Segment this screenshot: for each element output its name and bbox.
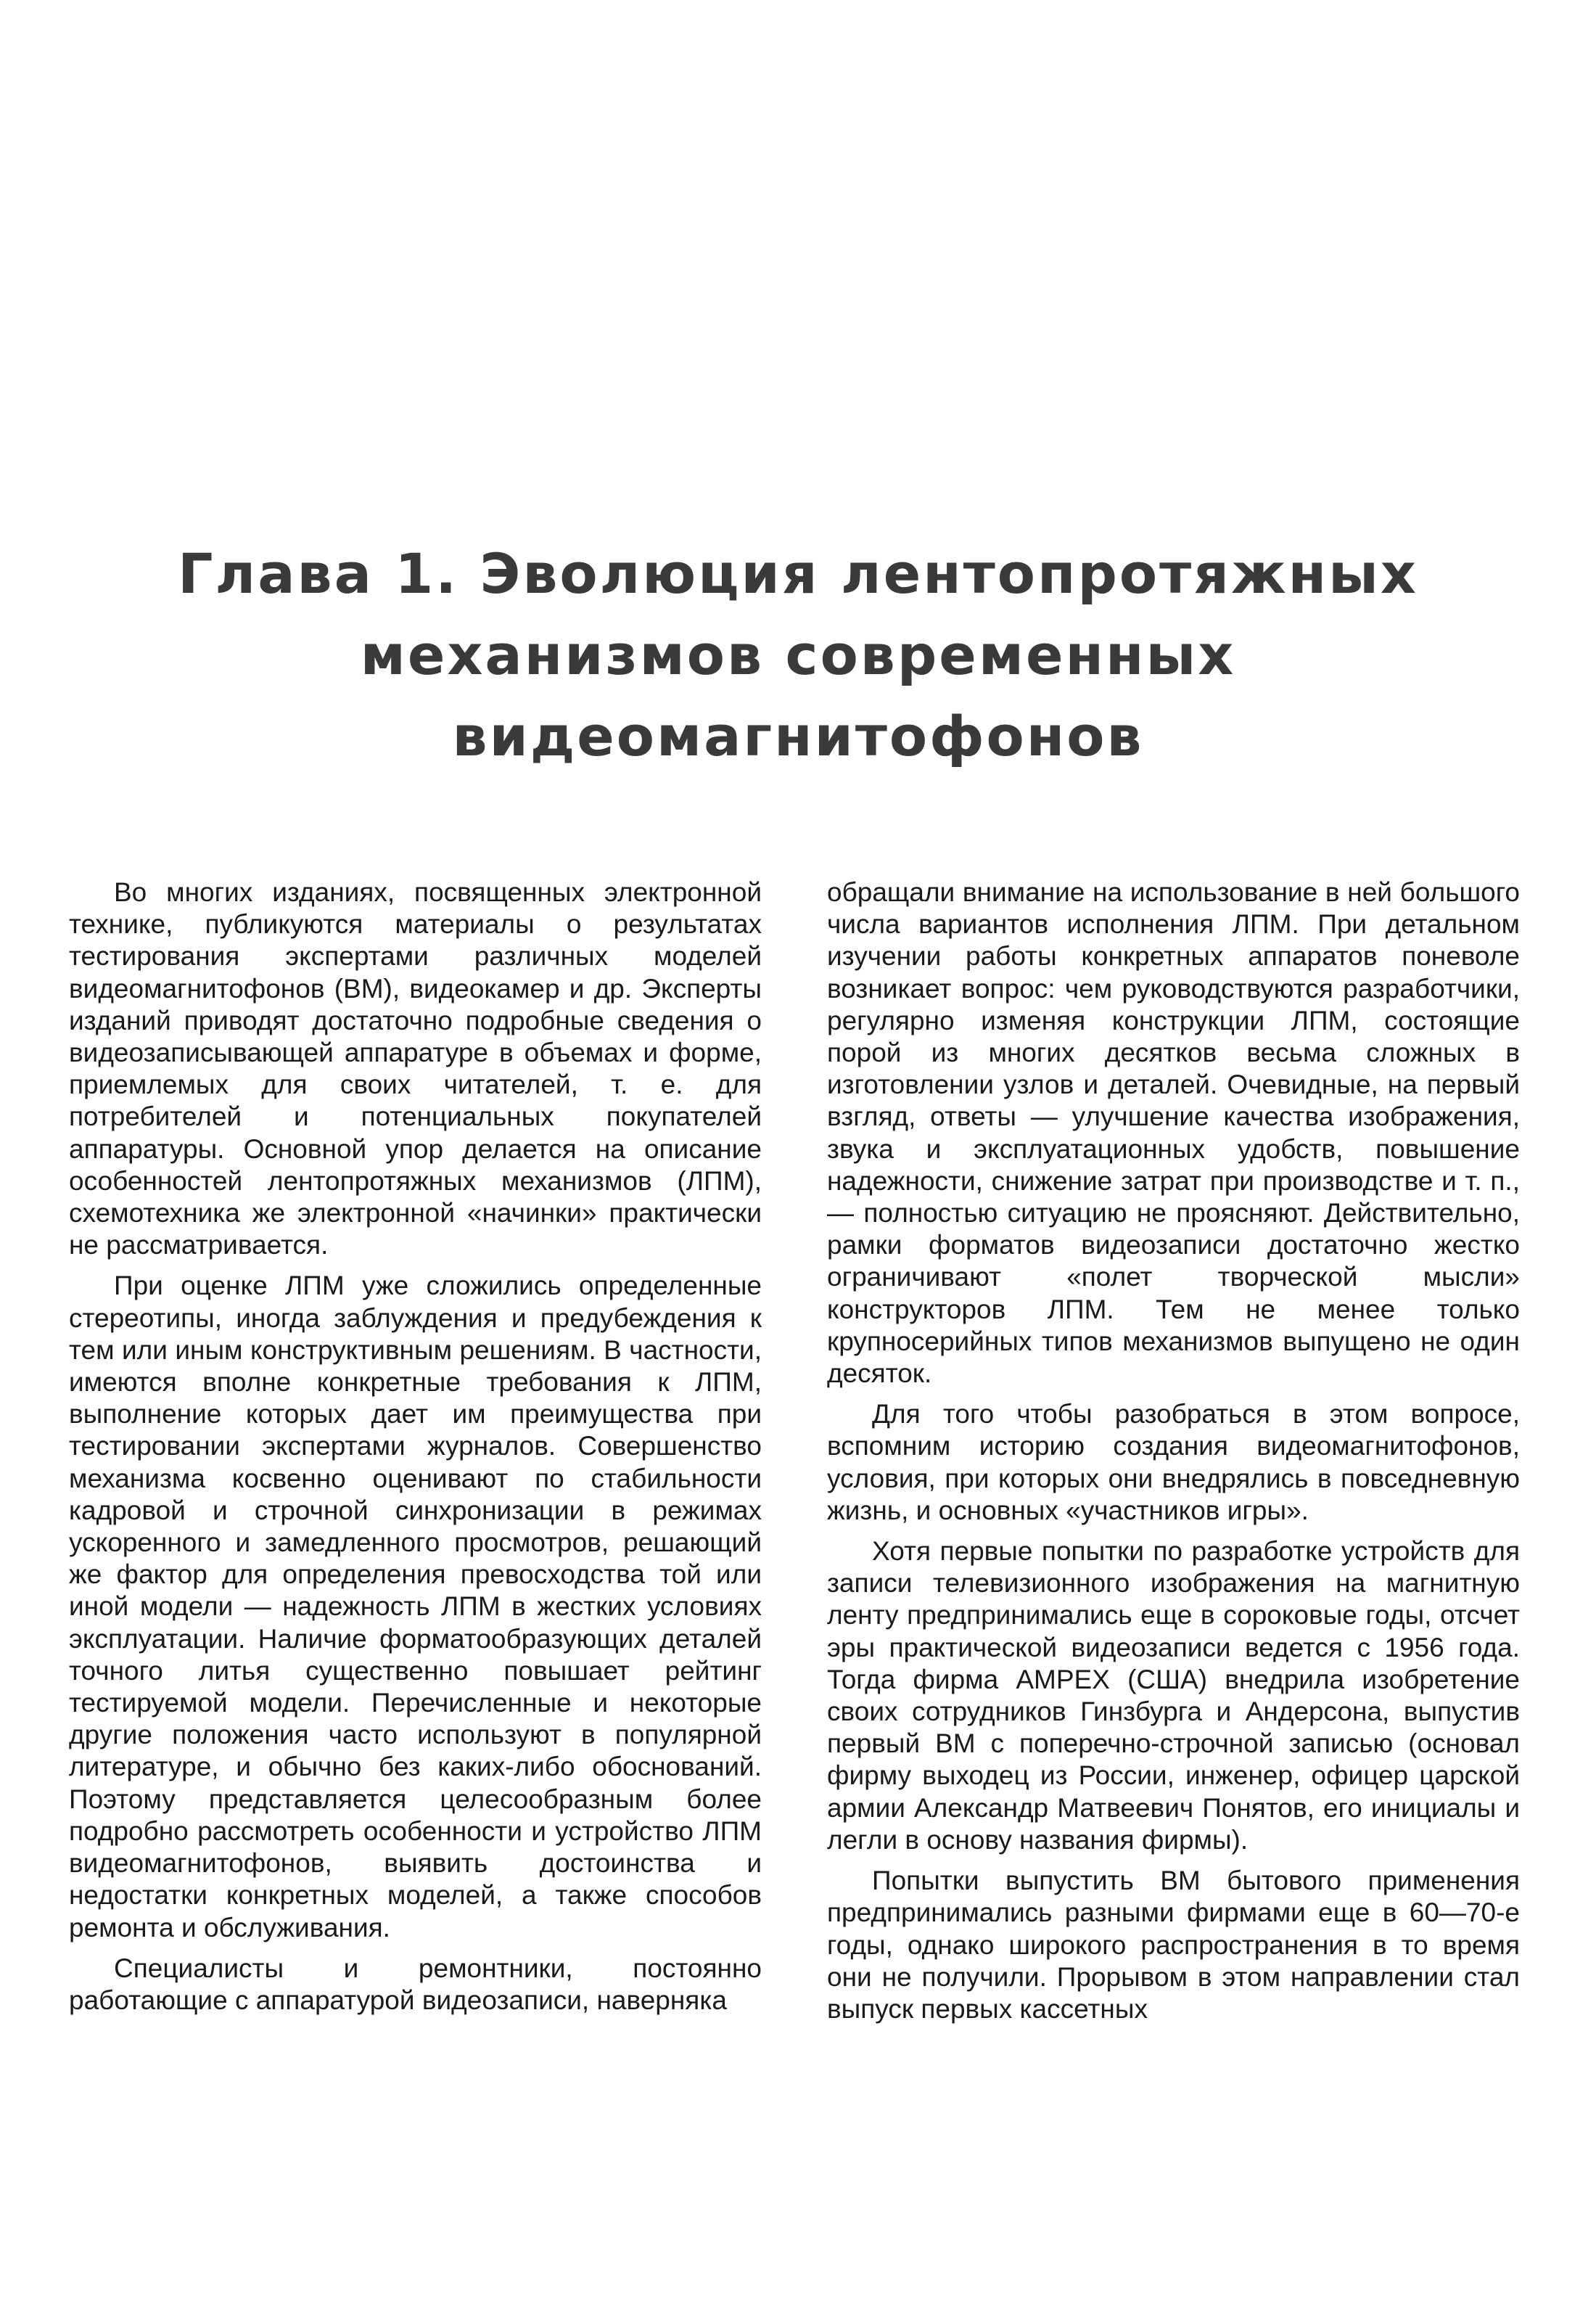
chapter-title bbox=[145, 533, 1451, 777]
left-column bbox=[69, 877, 762, 2025]
right-column bbox=[827, 877, 1520, 2034]
chapter-title-line-3: видеомагнитофонов bbox=[452, 704, 1144, 768]
paragraph-continued: обращали внимание на использование в ней большого числа вариантов исполнения ЛПМ. При детальном изучении работы конкретных аппаратов поневоле возникает вопрос: чем руководствуются разработчики, регулярно изменяя конструкции ЛПМ, состоящие порой из многих десятков весьма сложных в изготовлении узлов и деталей. Очевидные, на первый взгляд, ответы — улучшение качества изображения, звука и эксплуатационных удобств, повышение надежности, снижение затрат при производстве и т. п., — полностью ситуацию не проясняют. Действительно, рамки форматов видеозаписи достаточно жестко ограничивают «полет творческой мысли» конструкторов ЛПМ. Тем не менее только крупносерийных типов механизмов выпущено не один десяток. bbox=[827, 877, 1520, 1389]
paragraph: Специалисты и ремонтники, постоянно работающие с аппаратурой видеозаписи, наверняка bbox=[69, 1953, 762, 2015]
paragraph: Во многих изданиях, посвященных электронной технике, публикуются материалы о результатах тестирования экспертами различных моделей видеомагнитофонов (ВМ), видеокамер и др. Эксперты изданий приводят достаточно подробные сведения о видеозаписывающей аппаратуре в объемах и форме, приемлемых для своих читателей, т. е. для потребителей и потенциальных покупателей аппаратуры. Основной упор делается на описание особенностей лентопротяжных механизмов (ЛПМ), схемотехника же электронной «начинки» практически не рассматривается. bbox=[69, 877, 762, 1260]
paragraph: Хотя первые попытки по разработке устройств для записи телевизионного изображения на магнитную ленту предпринимались еще в сороковые годы, отсчет эры практической видеозаписи ведется с 1956 года. Тогда фирма AMPEX (США) внедрила изобретение своих сотрудников Гинзбурга и Андерсона, выпустив первый ВМ с поперечно-строчной записью (основал фирму выходец из России, инженер, офицер царской армии Александр Матвеевич Понятов, его инициалы и легли в основу названия фирмы). bbox=[827, 1536, 1520, 1855]
chapter-title-line-2: механизмов современных bbox=[360, 623, 1236, 687]
paragraph: Для того чтобы разобраться в этом вопросе, вспомним историю создания видеомагнитофонов, условия, при которых они внедрялись в повседневную жизнь, и основных «участников игры». bbox=[827, 1399, 1520, 1525]
paragraph: При оценке ЛПМ уже сложились определенные стереотипы, иногда заблуждения и предубеждения к тем или иным конструктивным решениям. В частности, имеются вполне конкретные требования к ЛПМ, выполнение которых дает им преимущества при тестировании экспертами журналов. Совершенство механизма косвенно оценивают по стабильности кадровой и строчной синхронизации в режимах ускоренного и замедленного просмотров, решающий же фактор для определения превосходства той или иной модели — надежность ЛПМ в жестких условиях эксплуатации. Наличие форматообразующих деталей точного литья существенно повышает рейтинг тестируемой модели. Перечисленные и некоторые другие положения часто используют в популярной литературе, и обычно без каких-либо обоснований. Поэтому представляется целесообразным более подробно рассмотреть особенности и устройство ЛПМ видеомагнитофонов, выявить достоинства и недостатки конкретных моделей, а также способов ремонта и обслуживания. bbox=[69, 1271, 762, 1942]
chapter-title-line-1: Глава 1. Эволюция лентопротяжных bbox=[178, 541, 1418, 606]
paragraph: Попытки выпустить ВМ бытового применения предпринимались разными фирмами еще в 60—70-е годы, однако широкого распространения в то время они не получили. Прорывом в этом направлении стал выпуск первых кассетных bbox=[827, 1866, 1520, 2024]
